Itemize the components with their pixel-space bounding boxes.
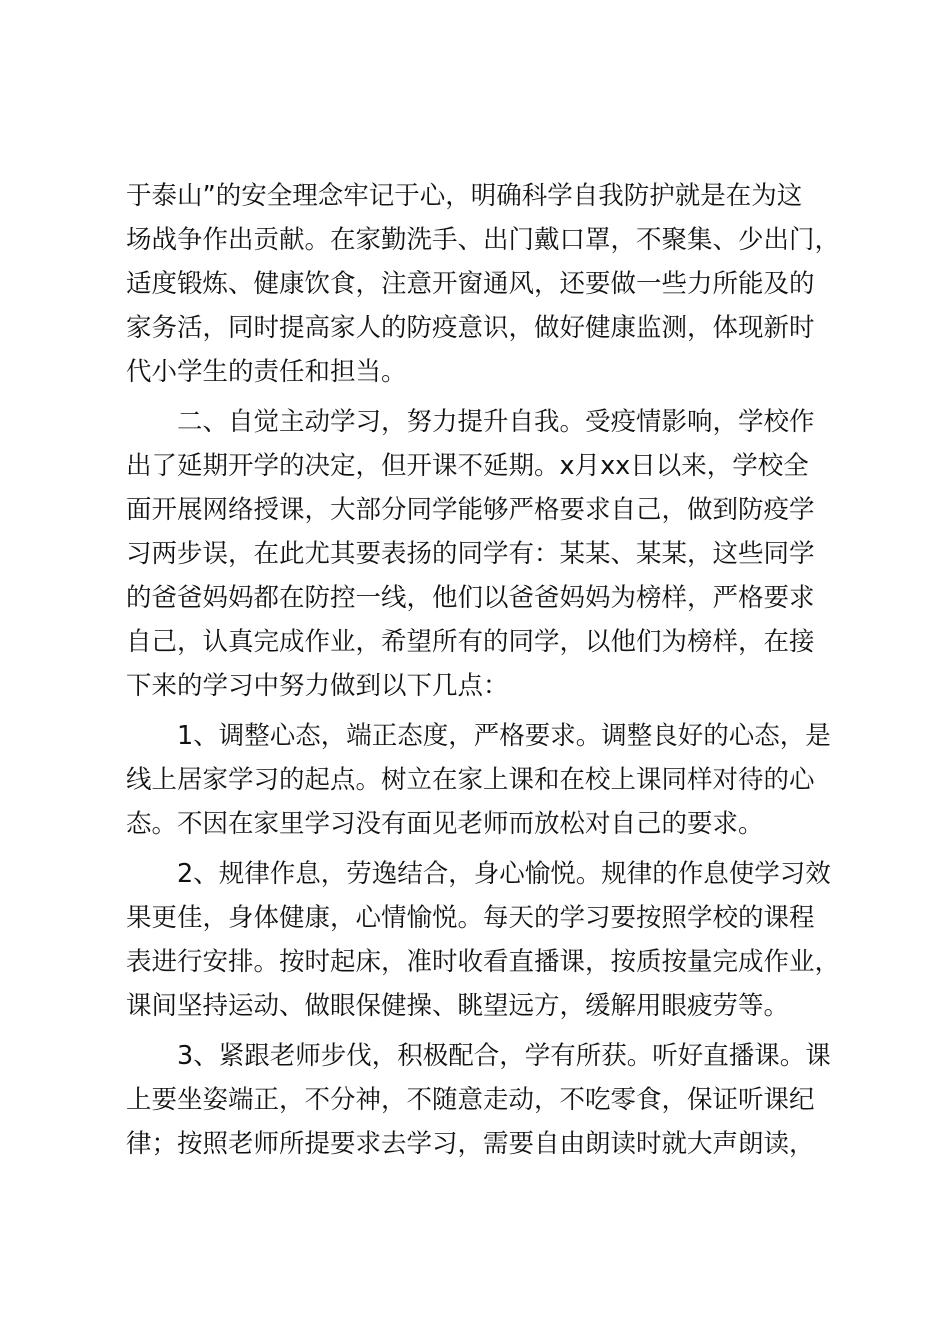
paragraph — [126, 1034, 846, 1166]
text-line: 习两步误，在此尤其要表扬的同学有：某某、某某，这些同学 — [126, 539, 815, 569]
text-line: 代小学生的责任和担当。 — [126, 357, 407, 387]
document-body — [126, 174, 846, 1166]
text-line: 自己，认真完成作业，希望所有的同学，以他们为榜样，在接 — [126, 627, 815, 657]
text-line: 的爸爸妈妈都在防控一线，他们以爸爸妈妈为榜样，严格要求 — [126, 583, 815, 613]
text-line: 表进行安排。按时起床，准时收看直播课，按质按量完成作业， — [126, 947, 841, 977]
text-line: 2、规律作息，劳逸结合，身心愉悦。规律的作息使学习效 — [126, 859, 831, 889]
text-line: 上要坐姿端正，不分神，不随意走动，不吃零食，保证听课纪 — [126, 1085, 815, 1115]
text-line: 线上居家学习的起点。树立在家上课和在校上课同样对待的心 — [126, 765, 815, 795]
paragraph — [126, 714, 846, 846]
text-line: 于泰山”的安全理念牢记于心，明确科学自我防护就是在为这 — [126, 181, 803, 211]
text-line: 态。不因在家里学习没有面见老师而放松对自己的要求。 — [126, 809, 764, 839]
text-line: 适度锻炼、健康饮食，注意开窗通风，还要做一些力所能及的 — [126, 269, 815, 299]
text-line: 1、调整心态，端正态度，严格要求。调整良好的心态，是 — [126, 721, 831, 751]
text-line: 律；按照老师所提要求去学习，需要自由朗读时就大声朗读， — [126, 1129, 815, 1159]
text-line: 面开展网络授课，大部分同学能够严格要求自己，做到防疫学 — [126, 495, 815, 525]
paragraph — [126, 174, 846, 394]
text-line: 课间坚持运动、做眼保健操、眺望远方，缓解用眼疲劳等。 — [126, 991, 790, 1021]
text-line: 3、紧跟老师步伐，积极配合，学有所获。听好直播课。课 — [126, 1041, 831, 1071]
text-line: 出了延期开学的决定，但开课不延期。x月xx日以来，学校全 — [126, 451, 809, 481]
text-line: 果更佳，身体健康，心情愉悦。每天的学习要按照学校的课程 — [126, 903, 815, 933]
text-line: 下来的学习中努力做到以下几点： — [126, 671, 509, 701]
text-line: 场战争作出贡献。在家勤洗手、出门戴口罩，不聚集、少出门， — [126, 225, 841, 255]
paragraph — [126, 852, 846, 1028]
text-line: 家务活，同时提高家人的防疫意识，做好健康监测，体现新时 — [126, 313, 815, 343]
paragraph — [126, 400, 846, 708]
text-line: 二、自觉主动学习，努力提升自我。受疫情影响，学校作 — [126, 407, 815, 437]
